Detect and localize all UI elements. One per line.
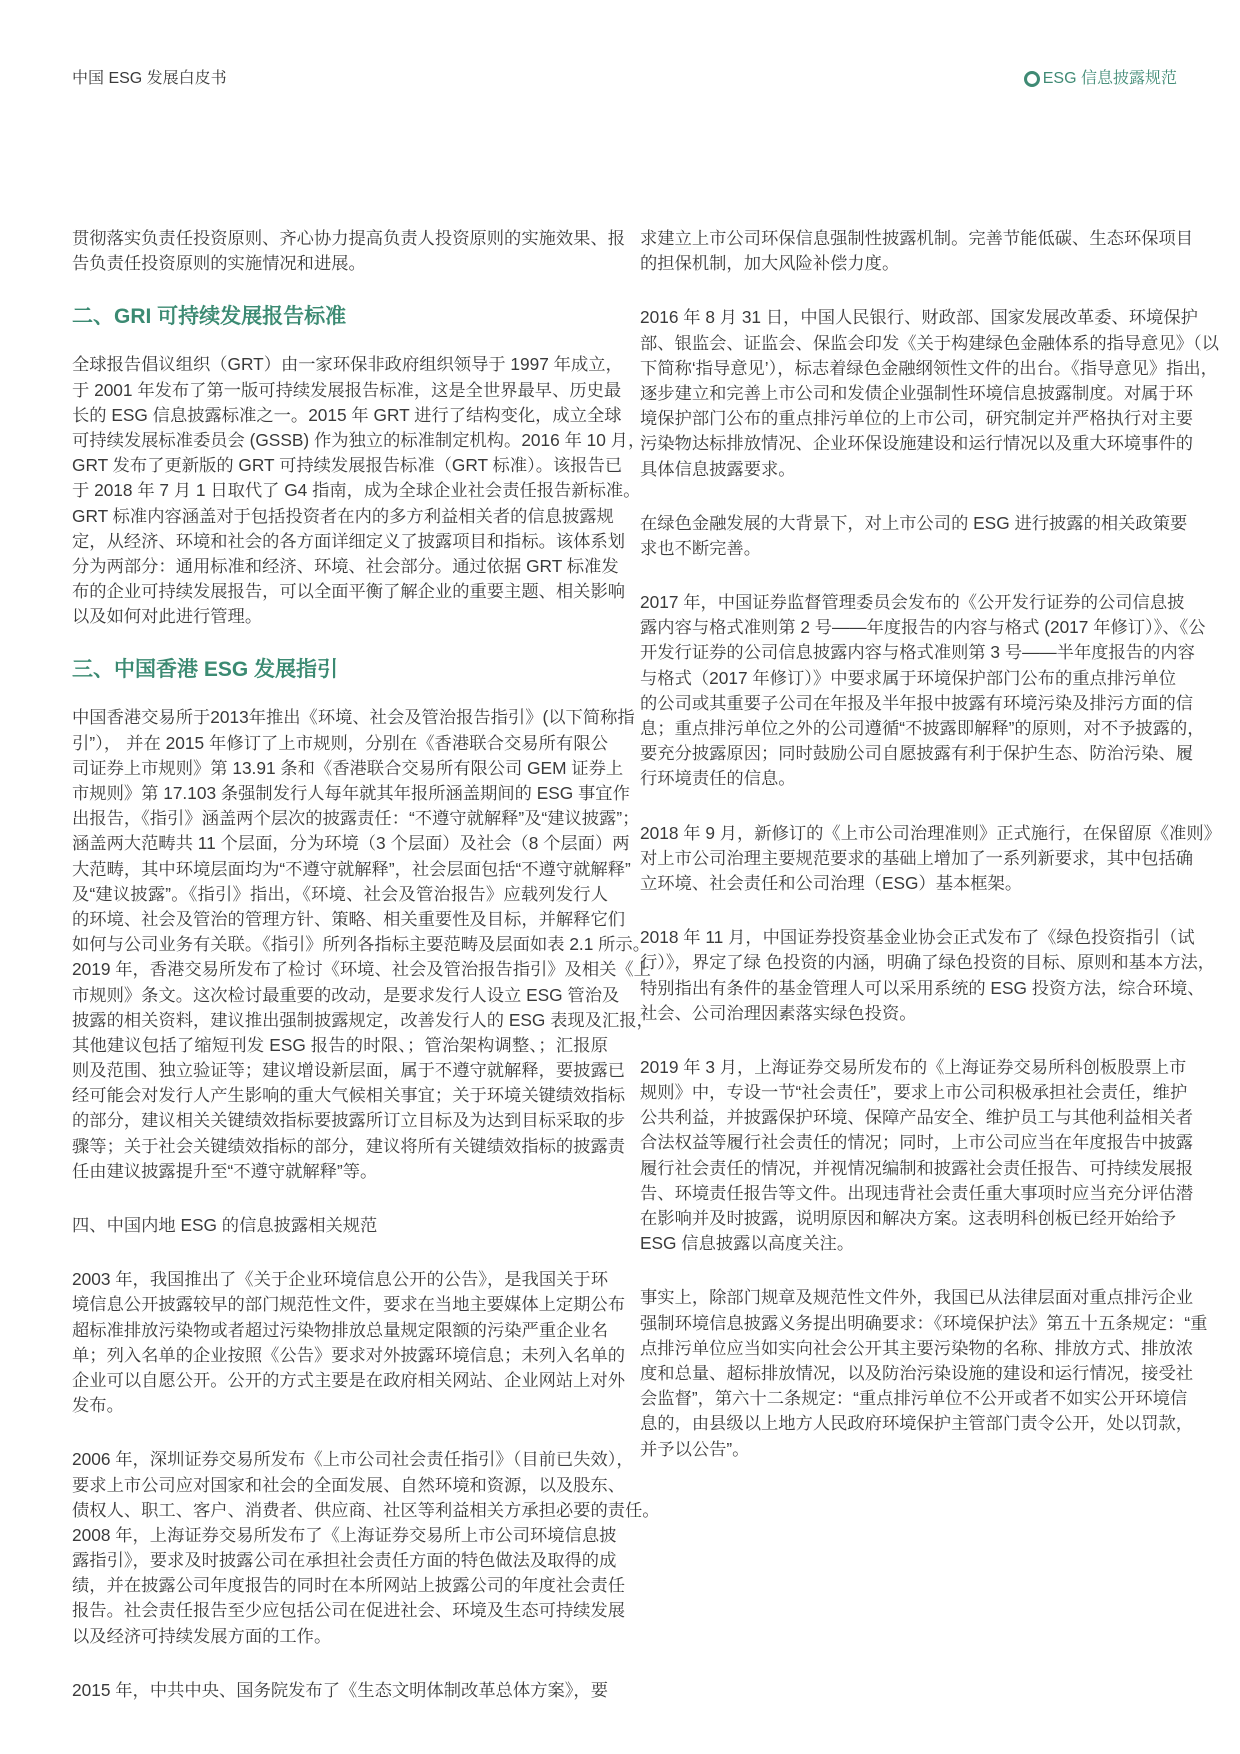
text-line: 其他建议包括了缩短刊发 ESG 报告的时限、；管治架构调整、；汇报原 bbox=[72, 1034, 608, 1055]
text-line: 并予以公告”。 bbox=[640, 1438, 750, 1459]
text-line: 对上市公司治理主要规范要求的基础上增加了一系列新要求，其中包括确 bbox=[640, 847, 1194, 868]
section-title bbox=[1024, 68, 1177, 90]
text-line: 以及如何对此进行管理。 bbox=[72, 606, 263, 627]
text-line: 在绿色金融发展的大背景下，对上市公司的 ESG 进行披露的相关政策要 bbox=[640, 512, 1188, 533]
text-line: 公共利益，并披露保护环境、保障产品安全、维护员工与其他利益相关者 bbox=[640, 1107, 1194, 1128]
text-line: 2019 年，香港交易所发布了检讨《环境、社会及管治报告指引》及相关《上 bbox=[72, 959, 651, 980]
paragraph bbox=[72, 1267, 626, 1418]
text-line: 贯彻落实负责任投资原则、齐心协力提高负责人投资原则的实施效果、报 bbox=[72, 228, 626, 248]
text-line: 经可能会对发行人产生影响的重大气候相关事宜；关于环境关键绩效指标 bbox=[72, 1085, 626, 1106]
text-line: 息的，由县级以上地方人民政府环境保护主管部门责令公开，处以罚款， bbox=[640, 1413, 1194, 1434]
text-line: 行环境责任的信息。 bbox=[640, 768, 796, 789]
text-line: 的环境、社会及管治的管理方针、策略、相关重要性及目标，并解释它们 bbox=[72, 908, 626, 929]
text-line: 要求上市公司应对国家和社会的全面发展、自然环境和资源，以及股东、 bbox=[72, 1474, 626, 1495]
text-line: 大范畴，其中环境层面均为“不遵守就解释”，社会层面包括“不遵守就解释” bbox=[72, 858, 631, 879]
text-line: 如何与公司业务有关联。《指引》所列各指标主要范畴及层面如表 2.1 所示。 bbox=[72, 934, 650, 955]
text-line: 的公司或其重要子公司在年报及半年报中披露有环境污染及排污方面的信 bbox=[640, 692, 1194, 713]
text-line: 则及范围、独立验证等；建议增设新层面，属于不遵守就解释，要披露已 bbox=[72, 1060, 626, 1081]
text-line: 告、环境责任报告等文件。出现违背社会责任重大事项时应当充分评估潜 bbox=[640, 1182, 1194, 1203]
text-line: 2018 年 11 月，中国证券投资基金业协会正式发布了《绿色投资指引（试 bbox=[640, 927, 1195, 948]
text-line: 露指引》，要求及时披露公司在承担社会责任方面的特色做法及取得的成 bbox=[72, 1550, 617, 1571]
text-line: 超标准排放污染物或者超过污染物排放总量规定限额的污染严重企业名 bbox=[72, 1319, 608, 1340]
text-line: 市规则》条文。这次检讨最重要的改动，是要求发行人设立 ESG 管治及 bbox=[72, 984, 620, 1005]
text-line: 度和总量、超标排放情况，以及防治污染设施的建设和运行情况，接受社 bbox=[640, 1362, 1194, 1383]
text-line: 债权人、职工、客户、消费者、供应商、社区等利益相关方承担必要的责任。 bbox=[72, 1499, 660, 1520]
text-line: 露内容与格式准则第 2 号——年度报告的内容与格式 (2017 年修订）》、《公 bbox=[640, 617, 1206, 638]
text-line: 告负责任投资原则的实施情况和进展。 bbox=[72, 253, 366, 274]
text-line: 以及经济可持续发展方面的工作。 bbox=[72, 1625, 332, 1646]
text-line: 会监督”，第六十二条规定：“重点排污单位不公开或者不如实公开环境信 bbox=[640, 1388, 1188, 1409]
text-line: 企业可以自愿公开。公开的方式主要是在政府相关网站、企业网站上对外 bbox=[72, 1369, 626, 1390]
paragraph bbox=[640, 590, 1206, 792]
text-line: 开发行证券的公司信息披露内容与格式准则第 3 号——半年度报告的内容 bbox=[640, 642, 1195, 663]
text-line: 出报告，《指引》涵盖两个层次的披露责任：“不遵守就解释”及“建议披露”； bbox=[72, 808, 640, 829]
text-line: 四、中国内地 ESG 的信息披露相关规范 bbox=[72, 1215, 378, 1235]
text-line: 披露的相关资料，建议推出强制披露规定，改善发行人的 ESG 表现及汇报， bbox=[72, 1009, 654, 1030]
text-line: 立环境、社会责任和公司治理（ESG）基本框架。 bbox=[640, 872, 1023, 893]
text-line: 2015 年，中共中央、国务院发布了《生态文明体制改革总体方案》，要 bbox=[72, 1679, 608, 1700]
text-line: 报告。社会责任报告至少应包括公司在促进社会、环境及生态可持续发展 bbox=[72, 1600, 626, 1621]
text-line: 强制环境信息披露义务提出明确要求：《环境保护法》第五十五条规定：“重 bbox=[640, 1312, 1208, 1333]
left-column bbox=[72, 226, 660, 1732]
text-line: 行）》，界定了绿 色投资的内涵，明确了绿色投资的目标、原则和基本方法， bbox=[640, 952, 1216, 973]
text-line: 市规则》第 17.103 条强制发行人每年就其年报所涵盖期间的 ESG 事宜作 bbox=[72, 783, 630, 803]
text-line: 下简称‘指导意见’），标志着绿色金融纲领性文件的出台。《指导意见》指出， bbox=[640, 357, 1218, 378]
text-line: 求也不断完善。 bbox=[640, 537, 761, 558]
text-line: 规则》中，专设一节“社会责任”，要求上市公司积极承担社会责任，维护 bbox=[640, 1082, 1188, 1103]
text-line: 绩，并在披露公司年度报告的同时在本所网站上披露公司的年度社会责任 bbox=[72, 1575, 626, 1596]
text-line: 发布。 bbox=[72, 1395, 124, 1416]
paragraph bbox=[72, 226, 626, 276]
text-line: 全球报告倡议组织（GRT）由一家环保非政府组织领导于 1997 年成立， bbox=[72, 354, 623, 375]
text-line: GRT 标准内容涵盖对于包括投资者在内的多方利益相关者的信息披露规 bbox=[72, 505, 614, 526]
text-line: 逐步建立和完善上市公司和发债企业强制性环境信息披露制度。对属于环 bbox=[640, 382, 1194, 403]
section-title-text: ESG 信息披露规范 bbox=[1042, 70, 1177, 87]
paragraph bbox=[640, 511, 1188, 561]
paragraph bbox=[72, 1213, 608, 1238]
text-line: 的部分，建议相关关键绩效指标要披露所订立目标及为达到目标采取的步 bbox=[72, 1110, 626, 1131]
section-heading: 二、GRI 可持续发展报告标准 bbox=[72, 305, 347, 329]
text-line: 污染物达标排放情况、企业环保设施建设和运行情况以及重大环境事件的 bbox=[640, 433, 1194, 454]
text-line: 中国香港交易所于2013年推出《环境、社会及管治报告指引》(以下简称指 bbox=[72, 707, 635, 728]
text-line: 2017 年，中国证券监督管理委员会发布的《公开发行证券的公司信息披 bbox=[640, 592, 1185, 613]
text-line: GRT 发布了更新版的 GRT 可持续发展报告标准（GRT 标准）。该报告已 bbox=[72, 455, 623, 476]
text-line: 社会、公司治理因素落实绿色投资。 bbox=[640, 1002, 917, 1023]
text-line: 司证券上市规则》第 13.91 条和《香港联合交易所有限公司 GEM 证券上 bbox=[72, 757, 624, 778]
text-line: 在影响并及时披露，说明原因和解决方案。这表明科创板已经开始给予 bbox=[640, 1208, 1176, 1228]
text-line: 息；重点排污单位之外的公司遵循“不披露即解释”的原则，对不予披露的， bbox=[640, 718, 1205, 738]
text-line: 骤等；关于社会关键绩效指标的部分，建议将所有关键绩效指标的披露责 bbox=[72, 1135, 626, 1156]
text-line: 境信息公开披露较早的部门规范性文件，要求在当地主要媒体上定期公布 bbox=[72, 1294, 626, 1315]
paragraph bbox=[640, 1285, 1208, 1461]
text-line: 的担保机制，加大风险补偿力度。 bbox=[640, 253, 900, 274]
paragraph bbox=[640, 925, 1216, 1026]
section-heading: 三、中国香港 ESG 发展指引 bbox=[72, 658, 339, 682]
text-line: 2006 年，深圳证券交易所发布《上市公司社会责任指引》（目前已失效）， bbox=[72, 1449, 634, 1470]
text-line: 分为两部分：通用标准和经济、环境、社会部分。通过依据 GRT 标准发 bbox=[72, 555, 619, 576]
text-line: 引”）， 并在 2015 年修订了上市规则，分别在《香港联合交易所有限公 bbox=[72, 732, 608, 753]
text-line: 求建立上市公司环保信息强制性披露机制。完善节能低碳、生态环保项目 bbox=[640, 228, 1194, 248]
paragraph bbox=[72, 1678, 608, 1703]
circle-ring-icon bbox=[1024, 71, 1040, 87]
text-line: 涵盖两大范畴共 11 个层面，分为环境（3 个层面）及社会（8 个层面）两 bbox=[72, 833, 630, 854]
paragraph bbox=[640, 1055, 1194, 1257]
text-line: 特别指出有条件的基金管理人可以采用系统的 ESG 投资方法，综合环境、 bbox=[640, 977, 1205, 998]
text-line: 2018 年 9 月，新修订的《上市公司治理准则》正式施行，在保留原《准则》 bbox=[640, 822, 1221, 843]
text-line: 合法权益等履行社会责任的情况；同时，上市公司应当在年度报告中披露 bbox=[640, 1132, 1194, 1153]
paragraph bbox=[72, 705, 654, 1184]
paragraph bbox=[640, 305, 1219, 481]
paragraph bbox=[72, 1447, 660, 1649]
text-line: 要充分披露原因；同时鼓励公司自愿披露有利于保护生态、防治污染、履 bbox=[640, 743, 1194, 764]
text-line: 及“建议披露”。《指引》指出，《环境、社会及管治报告》应载列发行人 bbox=[72, 883, 608, 904]
text-line: 点排污单位应当如实向社会公开其主要污染物的名称、排放方式、排放浓 bbox=[640, 1337, 1194, 1358]
text-line: 单；列入名单的企业按照《公告》要求对外披露环境信息；未列入名单的 bbox=[72, 1344, 626, 1365]
document-title: 中国 ESG 发展白皮书 bbox=[72, 70, 227, 87]
text-line: 2008 年，上海证券交易所发布了《上海证券交易所上市公司环境信息披 bbox=[72, 1524, 617, 1545]
text-line: 2016 年 8 月 31 日，中国人民银行、财政部、国家发展改革委、环境保护 bbox=[640, 307, 1198, 328]
text-line: 2019 年 3 月，上海证券交易所发布的《上海证券交易所科创板股票上市 bbox=[640, 1056, 1187, 1077]
text-line: 定，从经济、环境和社会的各方面详细定义了披露项目和指标。该体系划 bbox=[72, 530, 626, 551]
text-line: 与格式（2017 年修订）》中要求属于环境保护部门公布的重点排污单位 bbox=[640, 667, 1176, 688]
text-line: 于 2001 年发布了第一版可持续发展报告标准，这是全世界最早、历史最 bbox=[72, 379, 622, 400]
text-line: ESG 信息披露以高度关注。 bbox=[640, 1233, 855, 1254]
text-line: 可持续发展标准委员会 (GSSB) 作为独立的标准制定机构。2016 年 10 月， bbox=[72, 429, 646, 450]
right-column bbox=[640, 226, 1221, 1491]
text-line: 任由建议披露提升至“不遵守就解释”等。 bbox=[72, 1160, 378, 1181]
text-line: 具体信息披露要求。 bbox=[640, 458, 796, 479]
paragraph bbox=[640, 226, 1194, 276]
text-line: 履行社会责任的情况，并视情况编制和披露社会责任报告、可持续发展报 bbox=[640, 1157, 1194, 1178]
text-line: 于 2018 年 7 月 1 日取代了 G4 指南，成为全球企业社会责任报告新标准。 bbox=[72, 480, 641, 501]
paragraph bbox=[640, 821, 1221, 897]
text-line: 部、银监会、证监会、保监会印发《关于构建绿色金融体系的指导意见》（以 bbox=[640, 332, 1219, 353]
text-line: 布的企业可持续发展报告，可以全面平衡了解企业的重要主题、相关影响 bbox=[72, 581, 626, 602]
paragraph bbox=[72, 352, 646, 629]
text-line: 2003 年，我国推出了《关于企业环境信息公开的公告》，是我国关于环 bbox=[72, 1269, 608, 1290]
text-line: 事实上，除部门规章及规范性文件外，我国已从法律层面对重点排污企业 bbox=[640, 1287, 1194, 1308]
text-line: 境保护部门公布的重点排污单位的上市公司，研究制定并严格执行对主要 bbox=[640, 408, 1194, 429]
text-line: 长的 ESG 信息披露标准之一。2015 年 GRT 进行了结构变化，成立全球 bbox=[72, 404, 622, 425]
